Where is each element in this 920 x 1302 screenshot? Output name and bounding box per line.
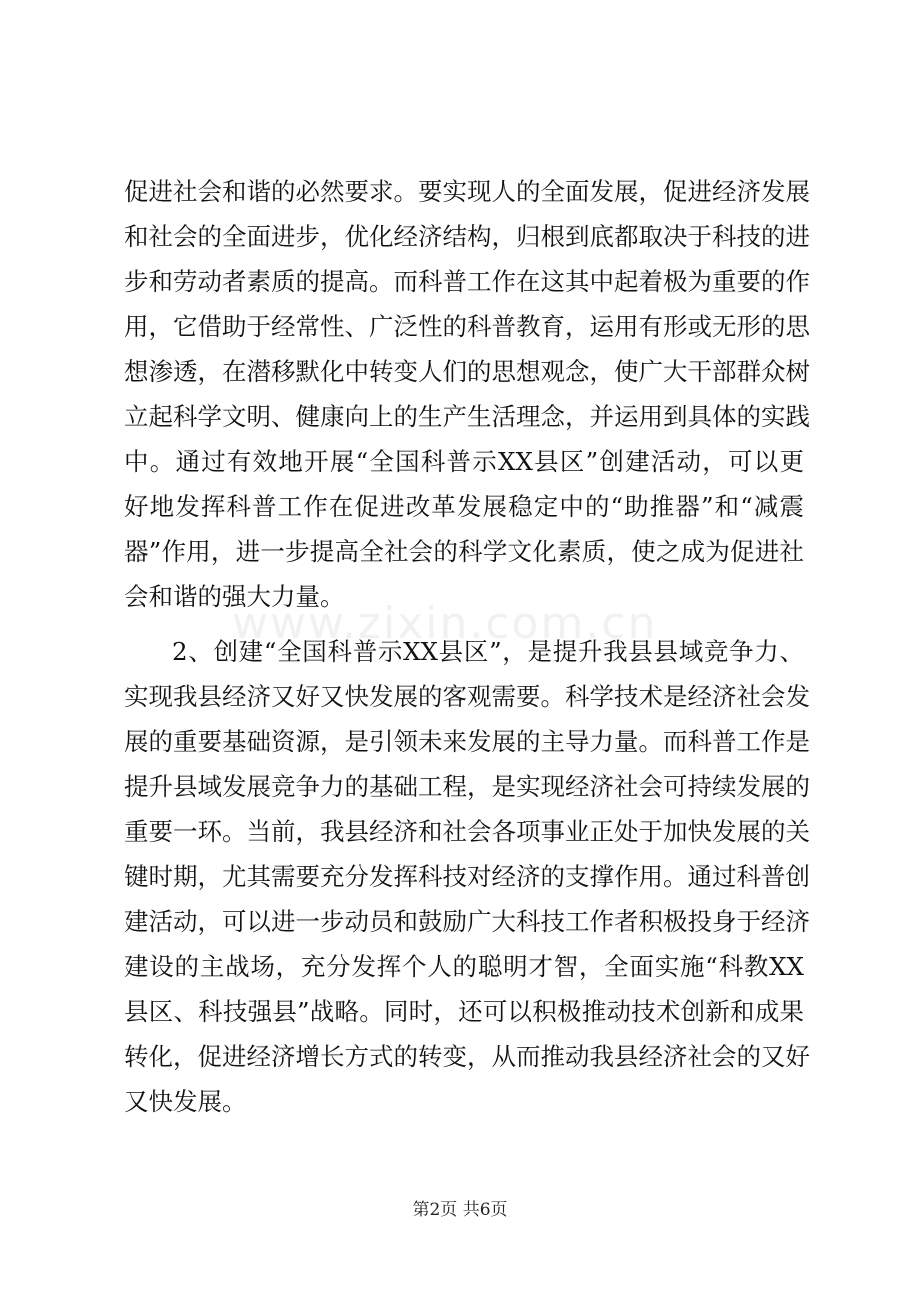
text-line: 好地发挥科普工作在促进改革发展稳定中的“助推器”和“减震 [124,492,804,521]
text-line: 立起科学文明、健康向上的生产生活理念，并运用到具体的实践 [124,402,810,431]
text-line: 提升县域发展竞争力的基础工程，是实现经济社会可持续发展的 [124,772,810,801]
text-line: 步和劳动者素质的提高。而科普工作在这其中起着极为重要的作 [124,267,810,296]
text-line: 键时期，尤其需要充分发挥科技对经济的支撑作用。通过科普创 [124,862,810,891]
text-line: 想渗透，在潜移默化中转变人们的思想观念，使广大干部群众树 [124,357,810,386]
page-number-footer: 第2页 共6页 [412,1200,508,1220]
text-line: 又快发展。 [124,1087,247,1116]
text-line: 促进社会和谐的必然要求。要实现人的全面发展，促进经济发展 [124,177,810,206]
text-line: 建设的主战场，充分发挥个人的聪明才智，全面实施“科教XX [124,952,804,981]
text-line: 展的重要基础资源，是引领未来发展的主导力量。而科普工作是 [124,727,810,756]
text-line: 器”作用，进一步提高全社会的科学文化素质，使之成为促进社 [124,537,804,566]
text-line: 实现我县经济又好又快发展的客观需要。科学技术是经济社会发 [124,682,810,711]
text-line: 用，它借助于经常性、广泛性的科普教育，运用有形或无形的思 [124,312,810,341]
text-line: 中。通过有效地开展“全国科普示XX县区”创建活动，可以更 [124,447,804,476]
text-line: 重要一环。当前，我县经济和社会各项事业正处于加快发展的关 [124,817,810,846]
text-line: 会和谐的强大力量。 [124,582,345,611]
text-line: 和社会的全面进步，优化经济结构，归根到底都取决于科技的进 [124,222,810,251]
text-line: 建活动，可以进一步动员和鼓励广大科技工作者积极投身于经济 [124,907,810,936]
text-line: 县区、科技强县”战略。同时，还可以积极推动技术创新和成果 [124,997,804,1026]
text-line: 2、创建“全国科普示XX县区”，是提升我县县域竞争力、 [172,637,804,666]
text-line: 转化，促进经济增长方式的转变，从而推动我县经济社会的又好 [124,1042,810,1071]
watermark: www.zixin.com.cn [232,598,658,649]
